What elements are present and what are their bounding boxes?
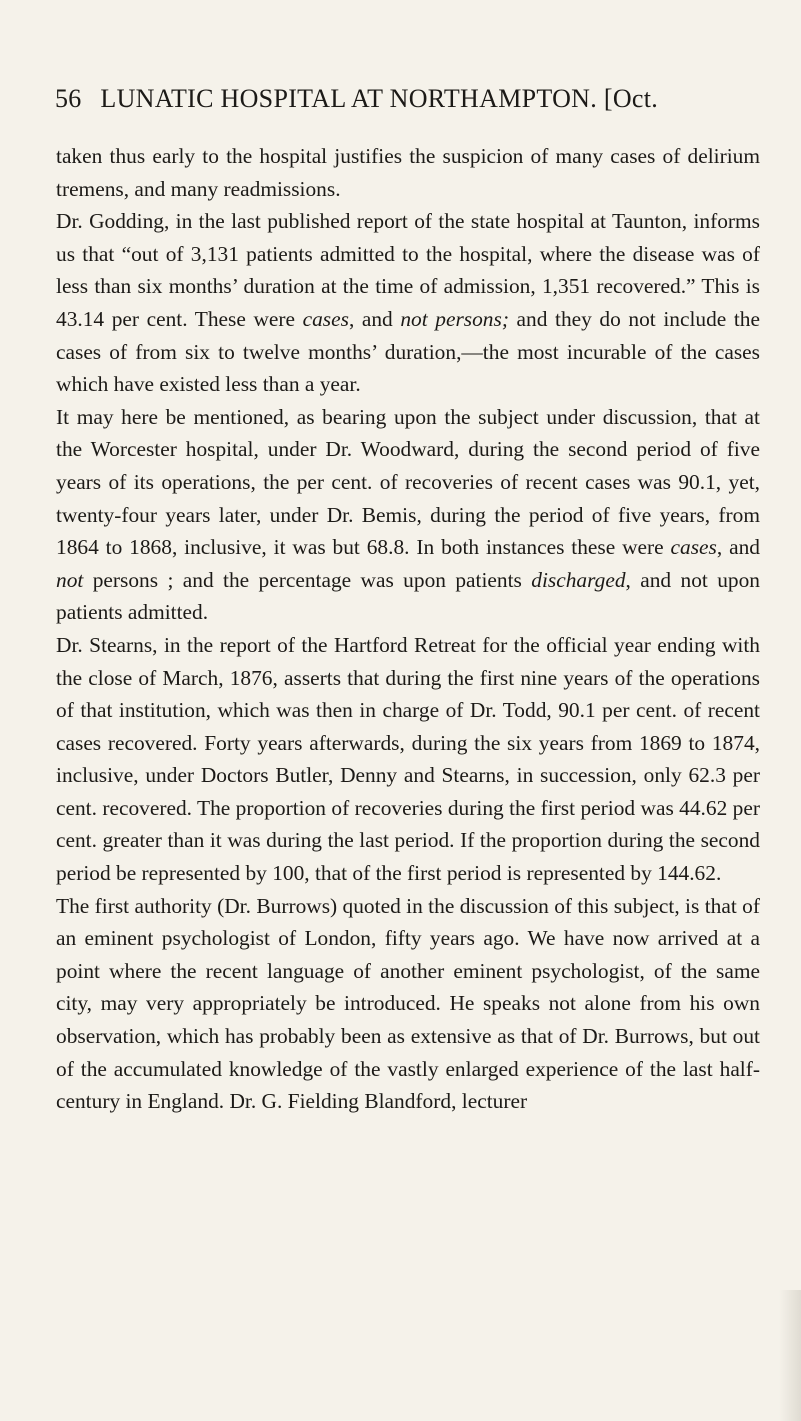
paragraph xyxy=(56,629,760,890)
text-run: persons ; and the percentage was upon patients xyxy=(83,567,532,592)
running-title: LUNATIC HOSPITAL AT NORTHAMPTON. xyxy=(100,84,598,113)
italic-text: discharged xyxy=(531,567,626,592)
text-run: The first authority (Dr. Burrows) quoted in the discussion of this subject, is that of an eminent psychologist of London, fifty years ago. We have now arrived at a point where the recent language of another eminent psychologist, of the same city, may very appropriately be introduced. He speaks not alone from his own observation, which has probably been as extensive as that of Dr. Burrows, but out of the accumulated knowledge of the vastly enlarged experience of the last half-century in England. Dr. G. Fielding Blandford, lecturer xyxy=(56,893,760,1114)
text-run: Dr. Stearns, in the report of the Hartford Retreat for the official year ending with the close of March, 1876, asserts that during the first nine years of the operations of that institution, which was then in charge of Dr. Todd, 90.1 per cent. of recent cases recovered. Forty years afterwards, during the six years from 1869 to 1874, inclusive, under Doctors Butler, Denny and Stearns, in succession, only 62.3 per cent. recovered. The proportion of recoveries during the first period was 44.62 per cent. greater than it was during the last period. If the proportion during the second period be represented by 100, that of the first period is represented by 144.62. xyxy=(56,632,760,886)
italic-text: not xyxy=(56,567,84,592)
paragraph xyxy=(56,205,760,401)
text-run: , and xyxy=(348,306,401,331)
running-header xyxy=(55,84,762,114)
paragraph xyxy=(56,401,760,629)
paragraph xyxy=(56,890,760,1118)
text-run: , and xyxy=(716,535,760,560)
page-number: 56 xyxy=(55,84,82,113)
italic-text: cases xyxy=(670,535,717,560)
italic-text: cases xyxy=(302,306,349,331)
page-edge-shadow xyxy=(779,1290,801,1421)
text-run: Dr. Godding, in the last published report of the state hospital at Taunton, informs us that “out of 3,131 patients admitted to the hospital, where the disease was of less than six months’ duration at the time of admission, 1,351 recovered.” This is 43.14 per cent. These were xyxy=(56,209,760,331)
body-text xyxy=(56,140,760,1118)
text-run: , and not upon patients admitted. xyxy=(56,567,760,625)
italic-text: not persons; xyxy=(400,306,509,331)
text-run: taken thus early to the hospital justifies the suspicion of many cases of delirium tremens, and many readmissions. xyxy=(56,144,760,201)
paragraph xyxy=(56,140,760,205)
running-month: [Oct. xyxy=(603,84,659,113)
text-run: and they do not include the cases of from six to twelve months’ duration,—the most incurable of the cases which have existed less than a year. xyxy=(56,306,760,397)
text-run: It may here be mentioned, as bearing upon the subject under discussion, that at the Worcester hospital, under Dr. Woodward, during the second period of five years of its operations, the per cent. of recoveries of recent cases was 90.1, yet, twenty-four years later, under Dr. Bemis, during the period of five years, from 1864 to 1868, inclusive, it was but 68.8. In both instances these were xyxy=(56,404,760,560)
